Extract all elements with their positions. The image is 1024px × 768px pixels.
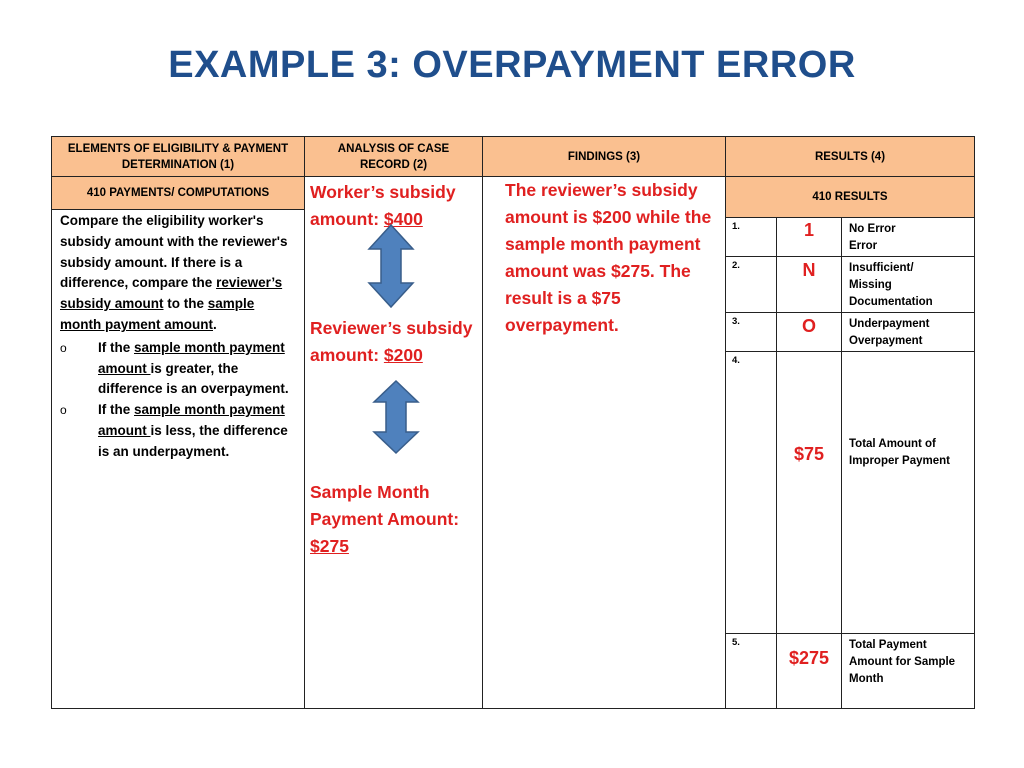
bullet-item xyxy=(60,400,298,462)
header-analysis xyxy=(304,136,483,177)
subheader-payments xyxy=(51,176,305,210)
subheader-results-label: 410 RESULTS xyxy=(812,191,888,203)
bullet2-underline: sample month payment amount xyxy=(98,402,285,438)
result-description: Underpayment Overpayment xyxy=(841,312,975,352)
bullet1-underline: sample month payment amount xyxy=(98,339,285,376)
bullet-text xyxy=(98,400,298,462)
result-number: 1. xyxy=(725,217,777,257)
result-description: Insufficient/ Missing Documentation xyxy=(841,256,975,313)
intro-underline-2: sample month payment amount xyxy=(60,296,255,332)
header-findings xyxy=(482,136,726,177)
worker-label: Worker’s subsidy amount: xyxy=(310,182,456,229)
result-description: No Error Error xyxy=(841,217,975,257)
intro-text-1: Compare the eligibility worker's subsidy amount with the reviewer's subsidy amount. If there is a difference, compare the xyxy=(60,213,288,291)
sample-label: Sample Month Payment Amount: xyxy=(310,482,460,529)
bullet2-post: is less, the difference is an underpayment. xyxy=(98,422,288,459)
analysis-body xyxy=(304,176,483,709)
header-results xyxy=(725,136,975,177)
bullet-marker: o xyxy=(60,340,67,355)
double-arrow-icon xyxy=(367,223,415,309)
analysis-sample xyxy=(310,479,460,560)
subheader-results xyxy=(725,176,975,218)
sample-value: $275 xyxy=(310,536,349,556)
double-arrow-icon xyxy=(372,379,420,455)
bullet-text xyxy=(98,338,298,400)
result-number: 4. xyxy=(725,351,777,634)
result-description: Total Payment Amount for Sample Month xyxy=(841,633,975,709)
elements-bullets xyxy=(60,338,298,463)
result-code: $275 xyxy=(776,633,842,709)
intro-text-2: to the xyxy=(163,296,208,312)
bullet1-post: is greater, the difference is an overpayment. xyxy=(98,360,289,397)
findings-body xyxy=(482,176,726,709)
result-number: 3. xyxy=(725,312,777,352)
elements-body xyxy=(51,209,305,709)
intro-underline-1: reviewer’s subsidy amount xyxy=(60,275,283,312)
result-code: $75 xyxy=(776,351,842,634)
bullet2-pre: If the xyxy=(98,402,134,418)
result-description: Total Amount of Improper Payment xyxy=(841,351,975,634)
page-title: EXAMPLE 3: OVERPAYMENT ERROR xyxy=(168,44,856,86)
result-code: N xyxy=(776,256,842,313)
findings-text: The reviewer’s subsidy amount is $200 while the sample month payment amount was $275. The result is a $75 overpayment. xyxy=(505,180,712,335)
bullet-item xyxy=(60,338,298,400)
reviewer-value: $200 xyxy=(383,345,423,365)
elements-intro xyxy=(60,211,298,336)
header-elements-label: ELEMENTS OF ELIGIBILITY & PAYMENT DETERMINATION (1) xyxy=(67,142,289,171)
header-elements xyxy=(51,136,305,177)
analysis-reviewer xyxy=(310,315,480,369)
bullet-marker: o xyxy=(60,403,67,418)
header-analysis-label: ANALYSIS OF CASE RECORD (2) xyxy=(337,142,450,171)
worker-value: $400 xyxy=(383,209,423,229)
bullet1-pre: If the xyxy=(98,339,134,355)
intro-text-3: . xyxy=(213,316,217,332)
result-code: O xyxy=(776,312,842,352)
header-results-label: RESULTS (4) xyxy=(814,150,886,163)
result-number: 2. xyxy=(725,256,777,313)
result-number: 5. xyxy=(725,633,777,709)
result-code: 1 xyxy=(776,217,842,257)
subheader-payments-label: 410 PAYMENTS/ COMPUTATIONS xyxy=(86,187,270,199)
header-findings-label: FINDINGS (3) xyxy=(567,150,641,163)
reviewer-label: Reviewer’s subsidy amount: xyxy=(310,318,473,365)
